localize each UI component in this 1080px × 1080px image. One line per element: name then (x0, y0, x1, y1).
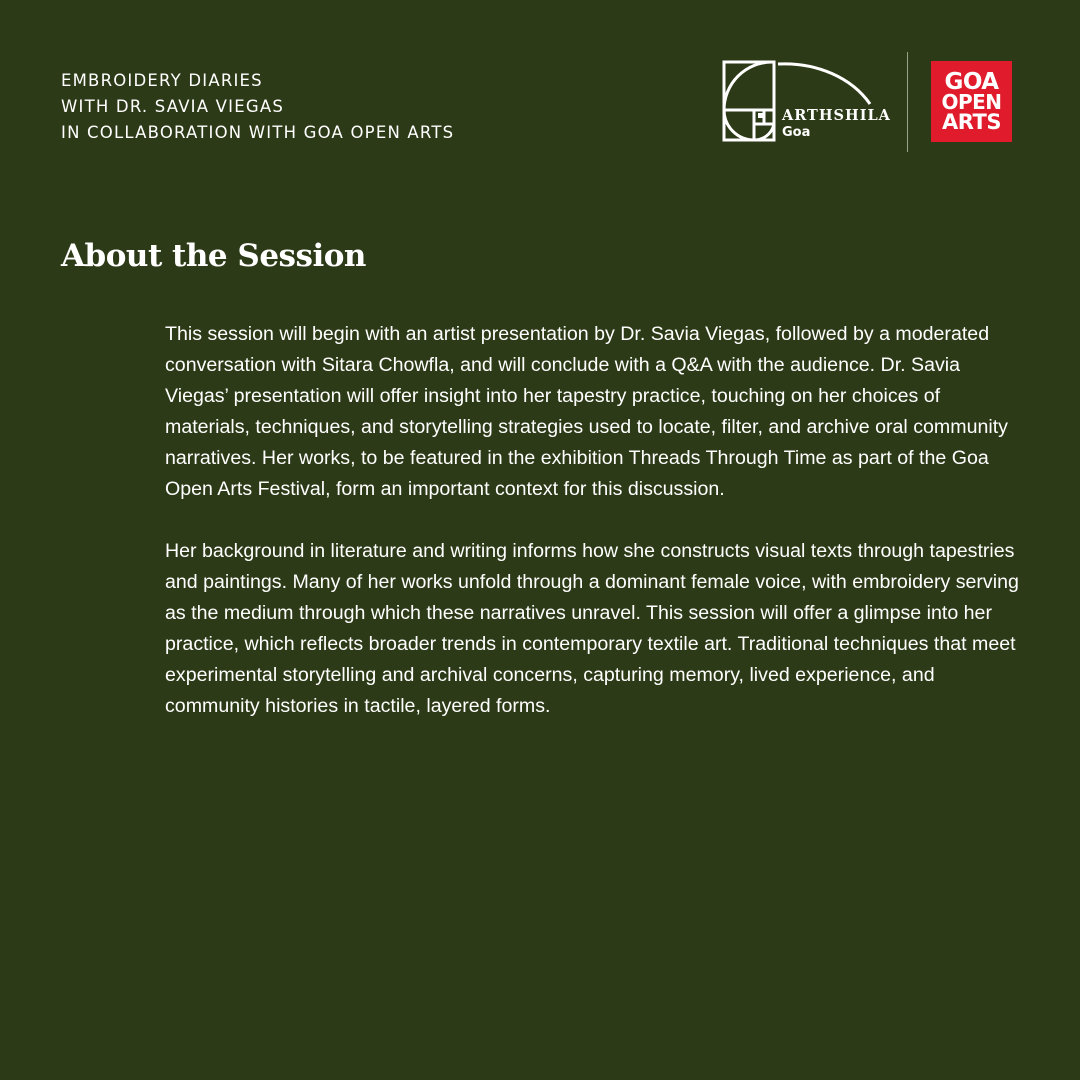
event-title-line: EMBROIDERY DIARIES (61, 71, 263, 90)
goa-open-arts-logo-line: OPEN (941, 89, 1002, 114)
arthshila-location: Goa (782, 125, 811, 140)
event-collaboration-line: IN COLLABORATION WITH GOA OPEN ARTS (61, 123, 455, 142)
description-paragraph: This session will begin with an artist presentation by Dr. Savia Viegas, followed by a moderated conversation with Sitara Chowfla, and will conclude with a Q&A with the audience. Dr. Savia Viegas’ presentation will offer insight into her tapestry practice, touching on her choices of materials, techniques, and storytelling strategies used to locate, filter, and archive oral community narratives. Her works, to be featured in the exhibition Threads Through Time as part of the Goa Open Arts Festival, form an important context for this discussion. (165, 323, 1008, 500)
arthshila-name: ARTHSHILA (782, 107, 891, 124)
description-paragraph: Her background in literature and writing informs how she constructs visual texts through tapestries and paintings. Many of her works unfold through a dominant female voice, with embroidery serving as the medium through which these narratives unravel. This session will offer a glimpse into her practice, which reflects broader trends in contemporary textile art. Traditional techniques that meet experimental storytelling and archival concerns, capturing memory, lived experience, and community histories in tactile, layered forms. (165, 540, 1019, 717)
section-title: About the Session (61, 238, 366, 274)
logo-divider (907, 52, 908, 152)
session-description (165, 319, 1025, 722)
goa-open-arts-logo-line: ARTS (942, 109, 1001, 134)
goa-open-arts-logo-line: GOA (944, 68, 999, 95)
goa-open-arts-logo (931, 61, 1012, 142)
event-speaker-line: WITH DR. SAVIA VIEGAS (61, 97, 285, 116)
event-header (61, 68, 454, 146)
